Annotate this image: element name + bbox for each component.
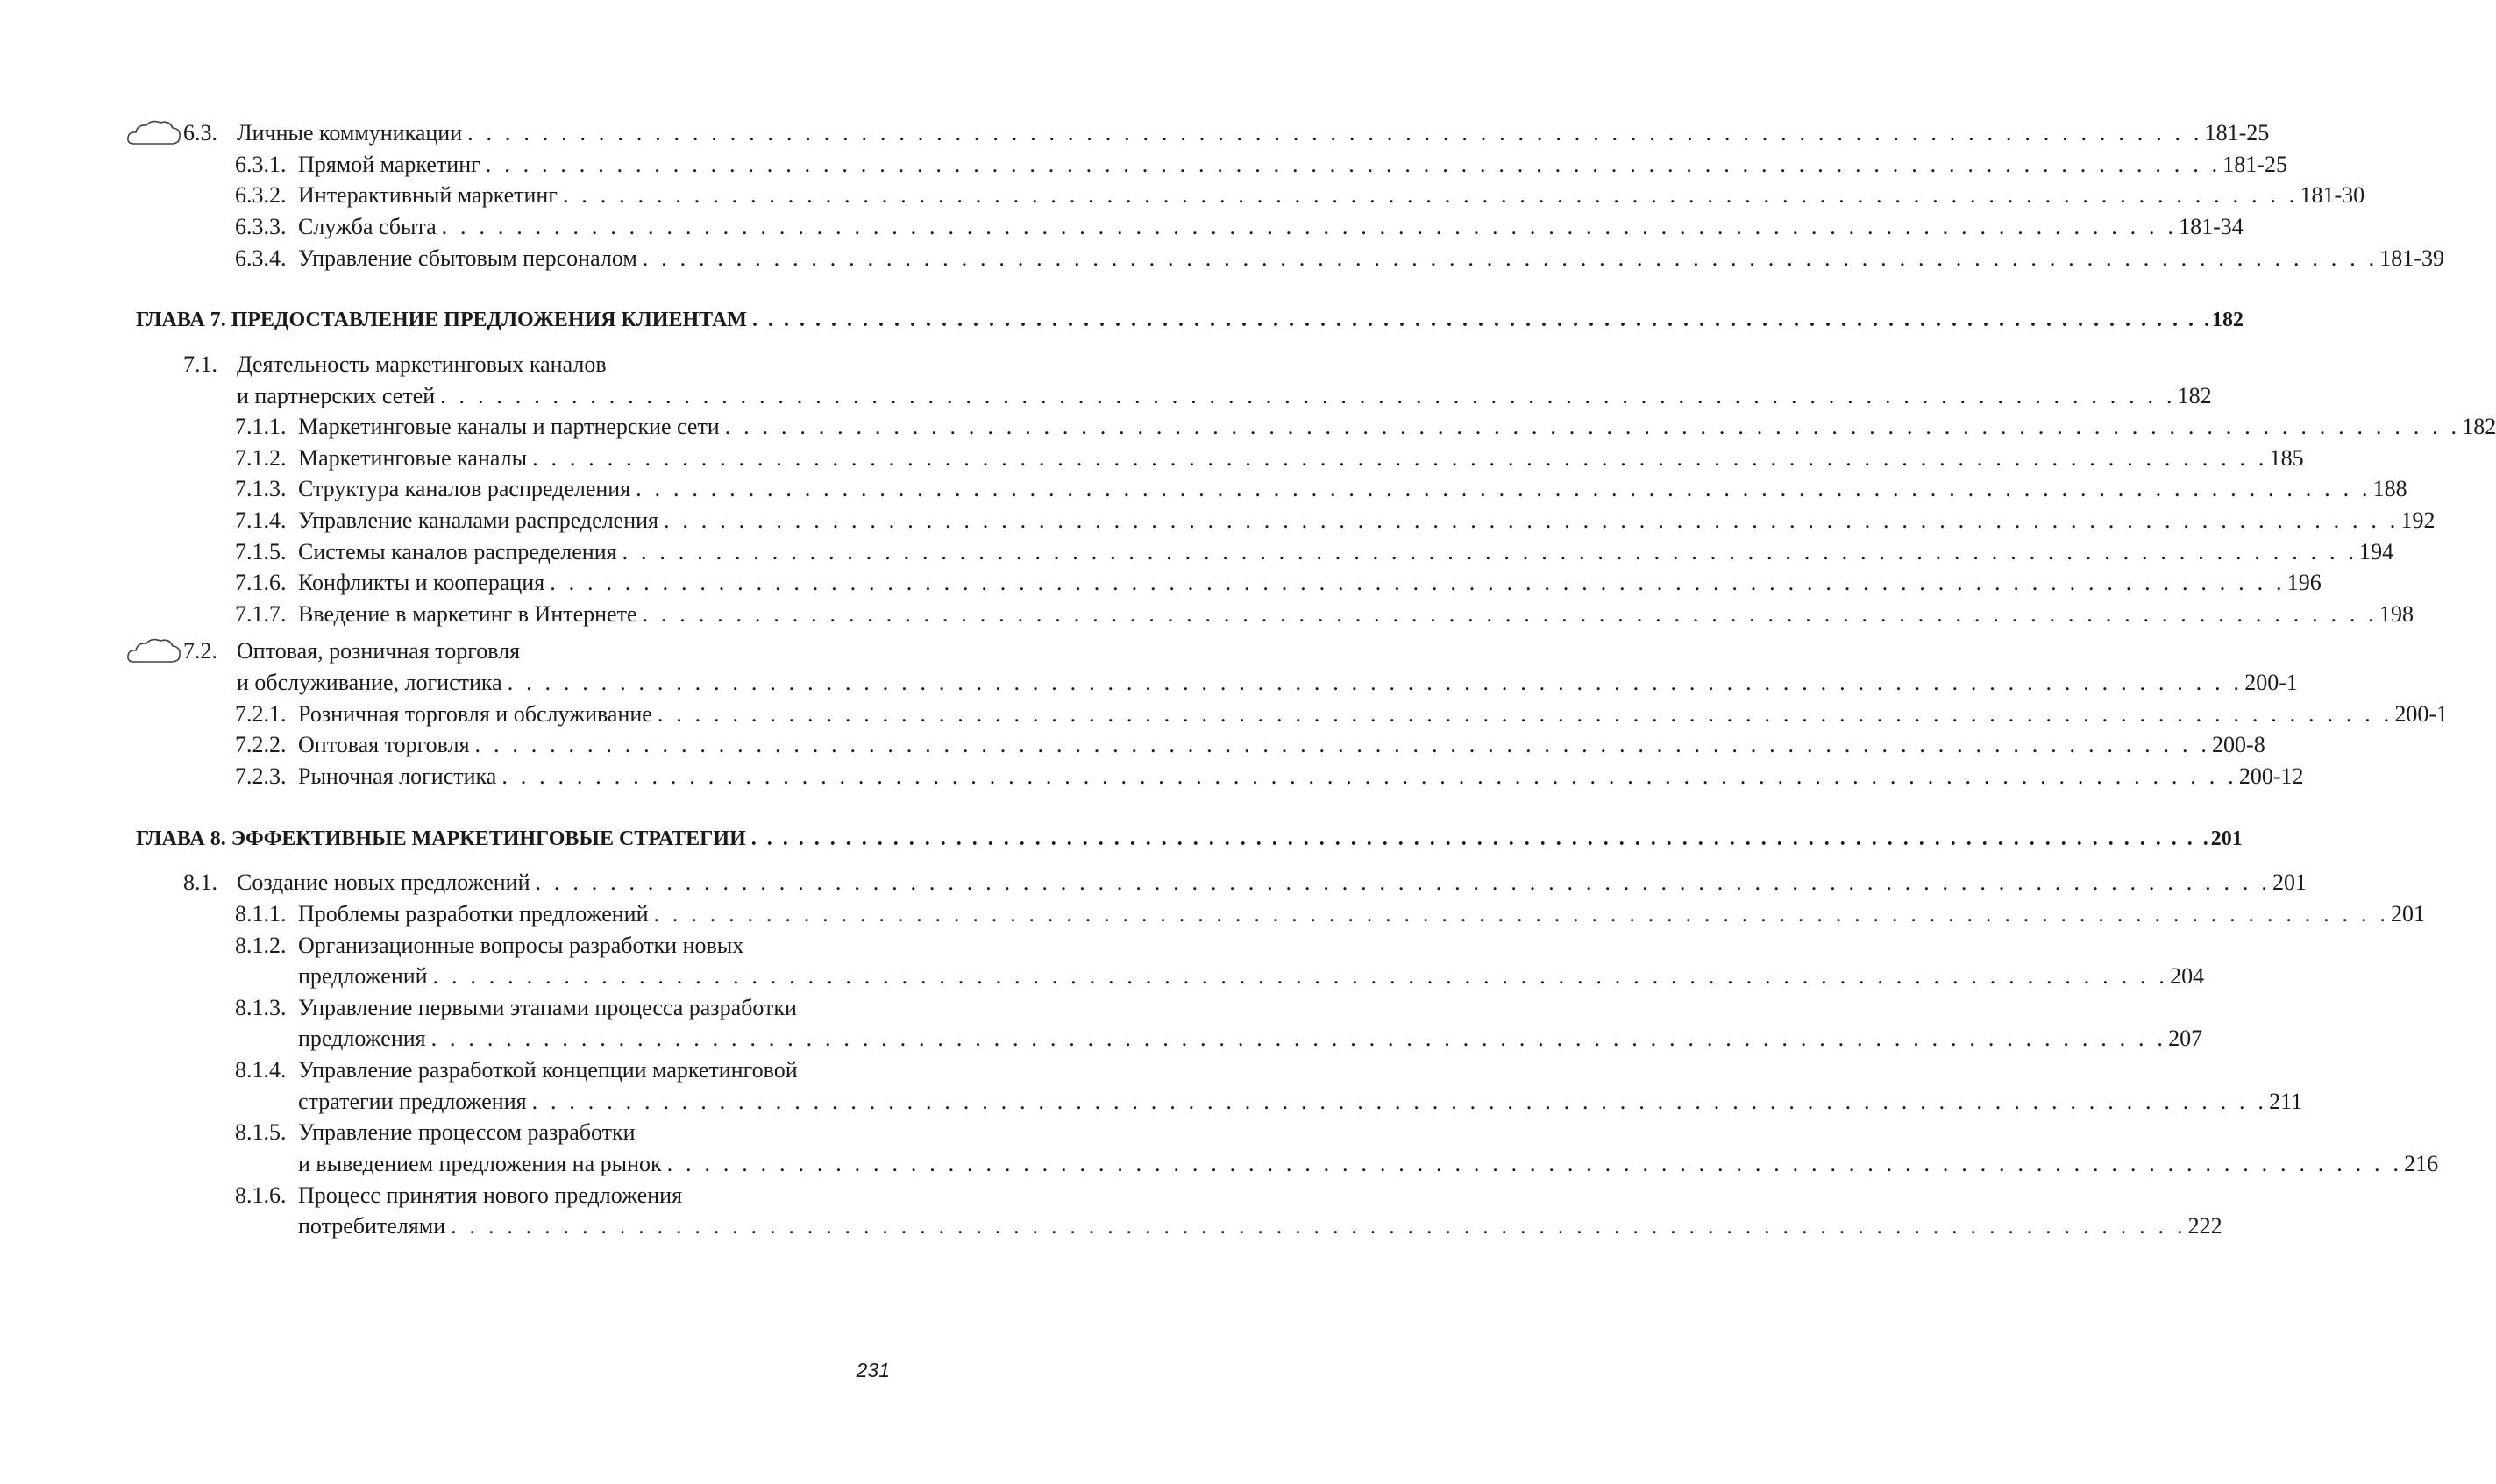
dot-leader: . . . . . . . . . . . . . . . . . . . . . . . . . . . . . . . . . . . . . . . . . . . . . . . . . . . . . . . . . . . . . . . . . . . . . . . . . . . . . . . . . . . . . . . . . . . . . bbox=[724, 414, 2461, 439]
section-title-line2: потребителями bbox=[298, 1213, 446, 1239]
page-number: 231 bbox=[856, 1359, 890, 1381]
dot-leader: . . . . . . . . . . . . . . . . . . . . . . . . . . . . . . . . . . . . . . . . . . . . . . . . . . . . . . . . . . . . . . . . . . . . . . . . . . . . . . . . . . . . . . . . . . . . . bbox=[636, 476, 2372, 501]
dot-leader: . . . . . . . . . . . . . . . . . . . . . . . . . . . . . . . . . . . . . . . . . . . . . . . . . . . . . . . . . . . . . . . . . . . . . . . . . . . . . . . . . . . . . . . . . . . . . bbox=[657, 701, 2393, 727]
section-title-line2: и выведением предложения на рынок bbox=[298, 1151, 662, 1176]
toc-entry-7-1-7[interactable] bbox=[0, 599, 2414, 630]
dot-leader: . . . . . . . . . . . . . . . . . . . . . . . . . . . . . . . . . . . . . . . . . . . . . . . . . . . . . . . . . . . . . . . . . . . . . . . . . . . . . . . . . . . . . . . . . . . . . bbox=[531, 1089, 2268, 1114]
page-ref: 222 bbox=[2187, 1213, 2222, 1239]
section-title: Управление каналами распределения bbox=[298, 508, 658, 533]
dot-leader: . . . . . . . . . . . . . . . . . . . . . . . . . . . . . . . . . . . . . . . . . . . . . . . . . . . . . . . . . . . . . . . . . . . . . . . . . . . . . . . . . . . . . . . . . . . . . bbox=[467, 120, 2203, 146]
dot-leader: . . . . . . . . . . . . . . . . . . . . . . . . . . . . . . . . . . . . . . . . . . . . . . . . . . . . . . . . . . . . . . . . . . . . . . . . . . . . . . . . . . . . . . . . . . . . . bbox=[653, 901, 2390, 927]
page-ref: 181-25 bbox=[2222, 152, 2287, 177]
toc-entry-8-1[interactable] bbox=[0, 867, 2308, 898]
dot-leader: . . . . . . . . . . . . . . . . . . . . . . . . . . . . . . . . . . . . . . . . . . . . . . . . . . . . . . . . . . . . . . . . . . . . . . . . . . . . . . . . . . . . . . . . . . . . . bbox=[430, 1026, 2167, 1051]
section-number: 7.1.1. bbox=[235, 414, 287, 439]
toc-entry-7-1-2[interactable] bbox=[0, 443, 2304, 474]
page-ref: 207 bbox=[2168, 1026, 2203, 1051]
page-ref: 198 bbox=[2379, 601, 2414, 627]
section-number: 8.1.3. bbox=[235, 995, 287, 1020]
section-title: Введение в маркетинг в Интернете bbox=[298, 601, 637, 627]
section-title-line1: Управление первыми этапами процесса разработки bbox=[298, 995, 797, 1020]
section-number: 6.3.1. bbox=[235, 152, 287, 177]
dot-leader: . . . . . . . . . . . . . . . . . . . . . . . . . . . . . . . . . . . . . . . . . . . . . . . . . . . . . . . . . . . . . . . . . . . . . . . . . . . . . . . . . . . . . . . . . . . . . bbox=[550, 570, 2286, 595]
section-number: 8.1.4. bbox=[235, 1057, 287, 1083]
toc-entry-8-1-4[interactable] bbox=[0, 1054, 1035, 1086]
page-ref: 200-8 bbox=[2212, 732, 2265, 757]
section-number: 7.2.1. bbox=[235, 701, 287, 727]
section-title-line2: и обслуживание, логистика bbox=[237, 670, 502, 695]
page-ref: 182 bbox=[2211, 309, 2244, 331]
section-number: 7.1.4. bbox=[235, 508, 287, 533]
dot-leader: . . . . . . . . . . . . . . . . . . . . . . . . . . . . . . . . . . . . . . . . . . . . . . . . . . . . . . . . . . . . . . . . . . . . . . . . . . . . . . . . . . . . . . . . . . . . . bbox=[474, 732, 2211, 757]
chapter-7-heading[interactable] bbox=[136, 304, 2244, 336]
chapter-title: ГЛАВА 8. ЭФФЕКТИВНЫЕ МАРКЕТИНГОВЫЕ СТРАТЕГИИ bbox=[136, 827, 746, 850]
section-number: 6.3.2. bbox=[235, 182, 287, 208]
dot-leader: . . . . . . . . . . . . . . . . . . . . . . . . . . . . . . . . . . . . . . . . . . . . . . . . . . . . . . . . . . . . . . . . . . . . . . . . . . . . . . . . . . . . . . . . . . . . . bbox=[750, 827, 2211, 850]
section-title: Маркетинговые каналы и партнерские сети bbox=[298, 414, 720, 439]
section-number: 8.1.1. bbox=[235, 901, 287, 927]
dot-leader: . . . . . . . . . . . . . . . . . . . . . . . . . . . . . . . . . . . . . . . . . . . . . . . . . . . . . . . . . . . . . . . . . . . . . . . . . . . . . . . . . . . . . . . . . . . . . bbox=[432, 963, 2169, 989]
toc-entry-7-2-2[interactable] bbox=[0, 729, 2265, 761]
section-title: Интерактивный маркетинг bbox=[298, 182, 558, 208]
dot-leader: . . . . . . . . . . . . . . . . . . . . . . . . . . . . . . . . . . . . . . . . . . . . . . . . . . . . . . . . . . . . . . . . . . . . . . . . . . . . . . . . . . . . . . . . . . . . . bbox=[441, 214, 2178, 239]
page-ref: 194 bbox=[2359, 539, 2394, 564]
page-ref: 211 bbox=[2269, 1089, 2303, 1114]
section-title-line2: стратегии предложения bbox=[298, 1089, 527, 1114]
section-number: 7.2.2. bbox=[235, 732, 287, 757]
toc-entry-8-1-6[interactable] bbox=[0, 1180, 1035, 1211]
section-number: 6.3.4. bbox=[235, 245, 287, 271]
toc-entry-6-3-1[interactable] bbox=[0, 149, 2287, 181]
section-title-line2: предложения bbox=[298, 1026, 426, 1051]
section-title: Управление сбытовым персоналом bbox=[298, 245, 637, 271]
section-number: 6.3. bbox=[183, 120, 217, 146]
dot-leader: . . . . . . . . . . . . . . . . . . . . . . . . . . . . . . . . . . . . . . . . . . . . . . . . . . . . . . . . . . . . . . . . . . . . . . . . . . . . . . . . . . . . . . . . . . . . . bbox=[507, 670, 2244, 695]
chapter-8-heading[interactable] bbox=[136, 823, 2243, 855]
toc-entry-8-1-5-cont[interactable] bbox=[0, 1148, 2439, 1180]
page-ref: 185 bbox=[2269, 445, 2304, 471]
dot-leader: . . . . . . . . . . . . . . . . . . . . . . . . . . . . . . . . . . . . . . . . . . . . . . . . . . . . . . . . . . . . . . . . . . . . . . . . . . . . . . . . . . . . . . . . . . . . . bbox=[485, 152, 2222, 177]
toc-entry-7-1-cont[interactable] bbox=[0, 380, 2212, 412]
toc-entry-7-1-4[interactable] bbox=[0, 505, 2436, 536]
page-ref: 188 bbox=[2372, 476, 2407, 501]
section-title: Оптовая торговля bbox=[298, 732, 470, 757]
toc-entry-8-1-4-cont[interactable] bbox=[0, 1086, 2303, 1118]
toc-entry-7-1[interactable] bbox=[0, 349, 1035, 380]
section-title: Системы каналов распределения bbox=[298, 539, 617, 564]
page-ref: 182 bbox=[2177, 383, 2212, 408]
toc-entry-6-3-2[interactable] bbox=[0, 180, 2365, 211]
section-title: Розничная торговля и обслуживание bbox=[298, 701, 652, 727]
page-ref: 216 bbox=[2404, 1151, 2439, 1176]
page-ref: 181-34 bbox=[2179, 214, 2244, 239]
dot-leader: . . . . . . . . . . . . . . . . . . . . . . . . . . . . . . . . . . . . . . . . . . . . . . . . . . . . . . . . . . . . . . . . . . . . . . . . . . . . . . . . . . . . . . . . . . . . . bbox=[501, 763, 2237, 789]
toc-entry-8-1-2[interactable] bbox=[0, 930, 1035, 962]
page-ref: 181-30 bbox=[2300, 182, 2365, 208]
page-ref: 200-1 bbox=[2394, 701, 2449, 727]
section-title: Структура каналов распределения bbox=[298, 476, 631, 501]
page-ref: 200-1 bbox=[2244, 670, 2298, 695]
section-number: 7.2. bbox=[183, 638, 217, 664]
section-title-line1: Оптовая, розничная торговля bbox=[237, 638, 521, 664]
section-number: 7.1.5. bbox=[235, 539, 287, 564]
section-title: Проблемы разработки предложений bbox=[298, 901, 649, 927]
section-number: 7.1.7. bbox=[235, 601, 287, 627]
toc-entry-7-1-6[interactable] bbox=[0, 567, 2322, 599]
page-ref: 201 bbox=[2210, 827, 2243, 850]
toc-entry-8-1-3[interactable] bbox=[0, 992, 1035, 1024]
section-title-line1: Процесс принятия нового предложения bbox=[298, 1182, 683, 1208]
dot-leader: . . . . . . . . . . . . . . . . . . . . . . . . . . . . . . . . . . . . . . . . . . . . . . . . . . . . . . . . . . . . . . . . . . . . . . . . . . . . . . . . . . . . . . . . . . . . . bbox=[535, 870, 2272, 895]
page-ref: 201 bbox=[2272, 870, 2308, 895]
section-title: Маркетинговые каналы bbox=[298, 445, 528, 471]
toc-entry-7-2-3[interactable] bbox=[0, 761, 2304, 792]
toc-entry-8-1-3-cont[interactable] bbox=[0, 1023, 2203, 1054]
page-ref: 182 bbox=[2462, 414, 2496, 439]
dot-leader: . . . . . . . . . . . . . . . . . . . . . . . . . . . . . . . . . . . . . . . . . . . . . . . . . . . . . . . . . . . . . . . . . . . . . . . . . . . . . . . . . . . . . . . . . . . . . bbox=[451, 1213, 2187, 1239]
dot-leader: . . . . . . . . . . . . . . . . . . . . . . . . . . . . . . . . . . . . . . . . . . . . . . . . . . . . . . . . . . . . . . . . . . . . . . . . . . . . . . . . . . . . . . . . . . . . . bbox=[440, 383, 2176, 408]
section-title: Конфликты и кооперация bbox=[298, 570, 545, 595]
section-number: 7.1. bbox=[183, 351, 217, 377]
page-ref: 196 bbox=[2286, 570, 2322, 595]
toc-entry-7-2-cont[interactable] bbox=[0, 667, 2298, 699]
page-ref: 192 bbox=[2400, 508, 2436, 533]
toc-entry-7-1-5[interactable] bbox=[0, 536, 2394, 568]
toc-entry-7-1-3[interactable] bbox=[0, 473, 2407, 505]
section-number: 7.2.3. bbox=[235, 763, 287, 789]
section-number: 8.1. bbox=[183, 870, 217, 895]
page-ref: 201 bbox=[2391, 901, 2426, 927]
dot-leader: . . . . . . . . . . . . . . . . . . . . . . . . . . . . . . . . . . . . . . . . . . . . . . . . . . . . . . . . . . . . . . . . . . . . . . . . . . . . . . . . . . . . . . . . . . . . . bbox=[664, 508, 2400, 533]
toc-entry-7-1-1[interactable] bbox=[0, 411, 2496, 443]
toc-entry-6-3[interactable] bbox=[0, 117, 2270, 149]
section-title-line1: Управление процессом разработки bbox=[298, 1119, 636, 1145]
section-title: Личные коммуникации bbox=[237, 120, 463, 146]
page-ref: 181-39 bbox=[2379, 245, 2444, 271]
section-number: 6.3.3. bbox=[235, 214, 287, 239]
section-number: 7.1.2. bbox=[235, 445, 287, 471]
section-title: Служба сбыта bbox=[298, 214, 437, 239]
section-title-line1: Деятельность маркетинговых каналов bbox=[237, 351, 607, 377]
section-title-line2: предложений bbox=[298, 963, 428, 989]
section-number: 7.1.3. bbox=[235, 476, 287, 501]
dot-leader: . . . . . . . . . . . . . . . . . . . . . . . . . . . . . . . . . . . . . . . . . . . . . . . . . . . . . . . . . . . . . . . . . . . . . . . . . . . . . . . . . . . . . . . . . . . . . bbox=[622, 539, 2358, 564]
toc-entry-8-1-5[interactable] bbox=[0, 1117, 1035, 1148]
toc-entry-8-1-1[interactable] bbox=[0, 898, 2426, 930]
toc-entry-6-3-3[interactable] bbox=[0, 211, 2244, 243]
toc-entry-6-3-4[interactable] bbox=[0, 243, 2444, 274]
dot-leader: . . . . . . . . . . . . . . . . . . . . . . . . . . . . . . . . . . . . . . . . . . . . . . . . . . . . . . . . . . . . . . . . . . . . . . . . . . . . . . . . . . . . . . . . . . . . . bbox=[642, 601, 2378, 627]
dot-leader: . . . . . . . . . . . . . . . . . . . . . . . . . . . . . . . . . . . . . . . . . . . . . . . . . . . . . . . . . . . . . . . . . . . . . . . . . . . . . . . . . . . . . . . . . . . . . bbox=[562, 182, 2299, 208]
page-ref: 200-12 bbox=[2238, 763, 2304, 789]
section-number: 8.1.6. bbox=[235, 1182, 287, 1208]
chapter-title: ГЛАВА 7. ПРЕДОСТАВЛЕНИЕ ПРЕДЛОЖЕНИЯ КЛИЕНТАМ bbox=[136, 309, 747, 331]
section-title-line2: и партнерских сетей bbox=[237, 383, 436, 408]
toc-entry-7-2-1[interactable] bbox=[0, 699, 2449, 730]
section-number: 8.1.5. bbox=[235, 1119, 287, 1145]
dot-leader: . . . . . . . . . . . . . . . . . . . . . . . . . . . . . . . . . . . . . . . . . . . . . . . . . . . . . . . . . . . . . . . . . . . . . . . . . . . . . . . . . . . . . . . . . . . . . bbox=[532, 445, 2268, 471]
dot-leader: . . . . . . . . . . . . . . . . . . . . . . . . . . . . . . . . . . . . . . . . . . . . . . . . . . . . . . . . . . . . . . . . . . . . . . . . . . . . . . . . . . . . . . . . . . . . . bbox=[751, 309, 2212, 331]
toc-entry-8-1-6-cont[interactable] bbox=[0, 1211, 2222, 1242]
section-number: 7.1.6. bbox=[235, 570, 287, 595]
section-title: Создание новых предложений bbox=[237, 870, 530, 895]
section-title-line1: Организационные вопросы разработки новых bbox=[298, 933, 744, 958]
section-title: Рыночная логистика bbox=[298, 763, 497, 789]
toc-entry-7-2[interactable] bbox=[0, 635, 1035, 667]
section-number: 8.1.2. bbox=[235, 933, 287, 958]
section-title-line1: Управление разработкой концепции маркетинговой bbox=[298, 1057, 798, 1083]
toc-entry-8-1-2-cont[interactable] bbox=[0, 961, 2205, 992]
dot-leader: . . . . . . . . . . . . . . . . . . . . . . . . . . . . . . . . . . . . . . . . . . . . . . . . . . . . . . . . . . . . . . . . . . . . . . . . . . . . . . . . . . . . . . . . . . . . . bbox=[642, 245, 2379, 271]
dot-leader: . . . . . . . . . . . . . . . . . . . . . . . . . . . . . . . . . . . . . . . . . . . . . . . . . . . . . . . . . . . . . . . . . . . . . . . . . . . . . . . . . . . . . . . . . . . . . bbox=[666, 1151, 2403, 1176]
page-ref: 181-25 bbox=[2204, 120, 2270, 146]
page-ref: 204 bbox=[2170, 963, 2205, 989]
section-title: Прямой маркетинг bbox=[298, 152, 480, 177]
